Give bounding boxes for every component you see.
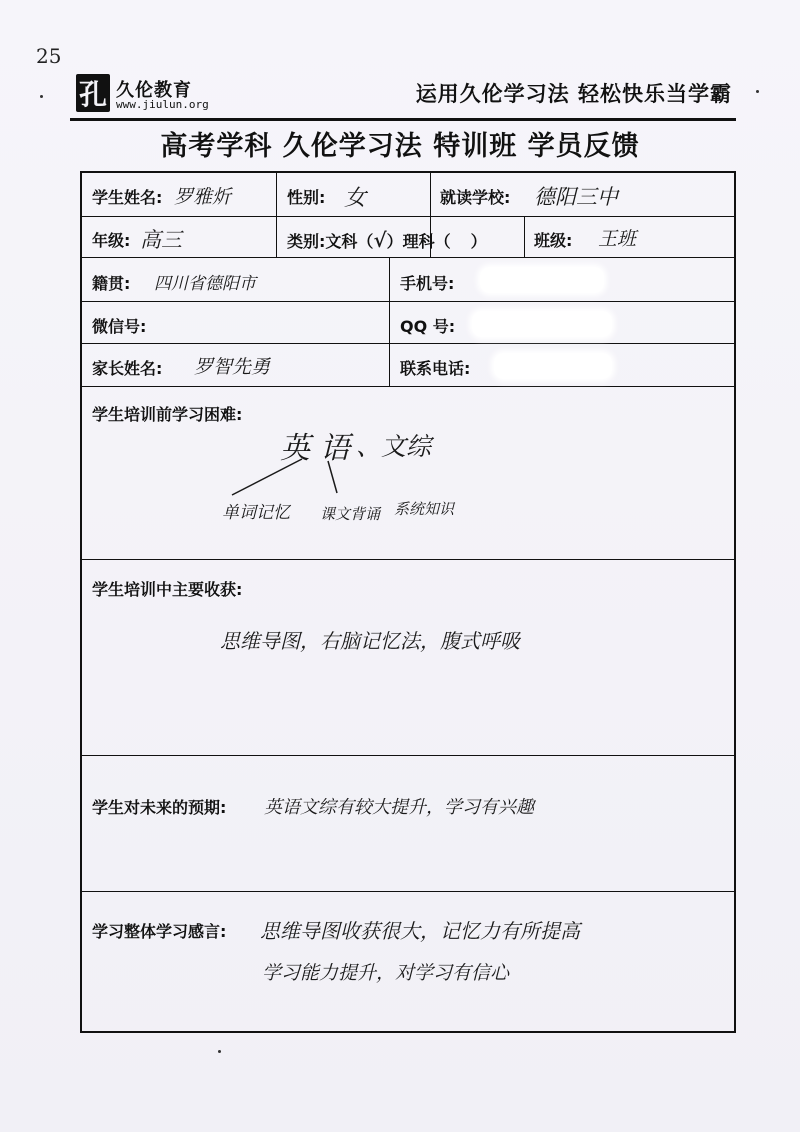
row-divider	[82, 891, 734, 892]
class-label: 班级:	[534, 231, 573, 250]
difficulty-english-1: 英	[280, 431, 310, 466]
science-option: 理科	[402, 232, 435, 251]
col-divider	[276, 173, 277, 257]
difficulty-english-2: 语	[320, 431, 350, 466]
name-value: 罗雅炘	[174, 186, 232, 208]
brand-url: www.jiulun.org	[116, 98, 209, 111]
header-divider	[70, 118, 736, 121]
class-value: 王班	[598, 228, 637, 250]
row-divider	[82, 257, 734, 258]
row-divider	[82, 386, 734, 387]
contact-label: 联系电话:	[400, 359, 471, 378]
document-title: 高考学科 久伦学习法 特训班 学员反馈	[160, 131, 640, 162]
name-label: 学生姓名:	[92, 188, 163, 207]
brand-logo	[76, 74, 226, 114]
check-mark-icon: √	[373, 228, 387, 252]
col-divider	[389, 257, 390, 386]
grade-label: 年级:	[92, 231, 131, 250]
logo-mark-icon: 孔	[76, 74, 110, 112]
phone-label: 手机号:	[400, 274, 455, 293]
row-divider	[82, 559, 734, 560]
gender-label: 性别:	[287, 188, 326, 207]
feedback-form	[80, 171, 736, 1033]
parent-label: 家长姓名:	[92, 359, 163, 378]
difficulty-vocabulary: 单词记忆	[222, 503, 290, 523]
gains-label: 学生培训中主要收获:	[92, 580, 243, 599]
scan-speck	[756, 90, 759, 93]
category-field: 类别:文科（√）理科（ ）	[287, 228, 487, 252]
difficulties-label: 学生培训前学习困难:	[92, 405, 243, 424]
wechat-label: 微信号:	[92, 317, 147, 336]
school-label: 就读学校:	[440, 188, 511, 207]
difficulty-recitation: 课文背诵	[320, 505, 381, 523]
hometown-label: 籍贯:	[92, 274, 131, 293]
school-value: 德阳三中	[534, 185, 618, 209]
parent-value: 罗智先勇	[194, 356, 271, 378]
overall-label: 学习整体学习感言:	[92, 922, 227, 941]
hometown-value: 四川省德阳市	[154, 274, 256, 294]
difficulty-systematic: 系统知识	[394, 500, 455, 518]
col-divider	[524, 216, 525, 257]
overall-line-2: 学习能力提升，对学习有信心	[262, 962, 510, 984]
slogan: 运用久伦学习法 轻松快乐当学霸	[415, 82, 732, 106]
grade-value: 高三	[140, 228, 182, 252]
category-label: 类别:	[287, 232, 326, 251]
row-divider	[82, 755, 734, 756]
page-number-handwritten: 25	[36, 44, 62, 68]
scan-speck	[218, 1050, 221, 1053]
qq-redaction	[472, 311, 612, 337]
row-divider	[82, 216, 734, 217]
expectation-label: 学生对未来的预期:	[92, 798, 227, 817]
row-divider	[82, 343, 734, 344]
contact-redaction	[494, 353, 612, 379]
difficulty-humanities: 、文综	[356, 432, 432, 461]
liberal-arts-option: 文科	[325, 232, 358, 251]
phone-redaction	[480, 267, 604, 293]
qq-label: QQ 号:	[400, 317, 456, 336]
expectation-value: 英语文综有较大提升，学习有兴趣	[264, 797, 534, 818]
scan-speck	[40, 95, 43, 98]
overall-line-1: 思维导图收获很大，记忆力有所提高	[260, 919, 580, 943]
gains-value: 思维导图，右脑记忆法，腹式呼吸	[220, 629, 520, 653]
gender-value: 女	[344, 186, 367, 211]
brand-name: 久伦教育	[116, 80, 192, 101]
row-divider	[82, 301, 734, 302]
